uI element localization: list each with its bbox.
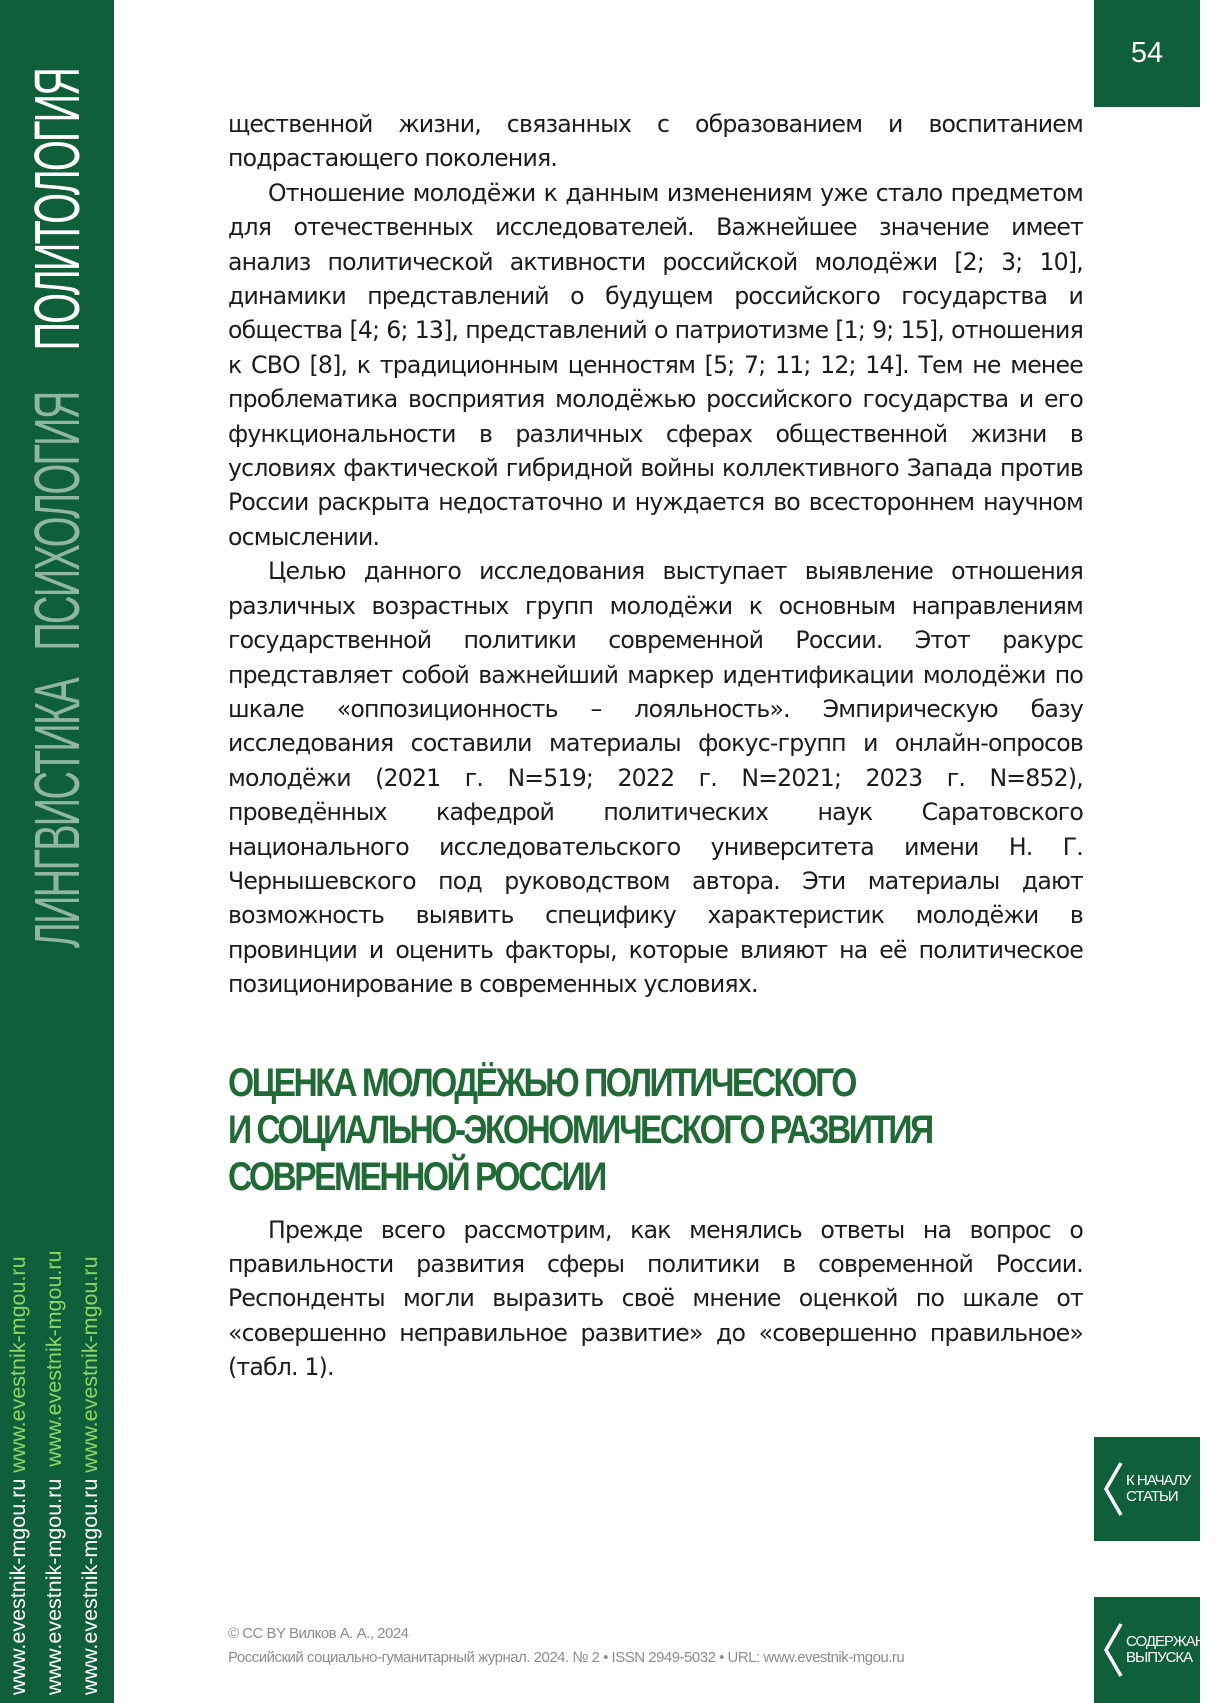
page-number: 54 (1094, 0, 1200, 107)
heading-line: ОЦЕНКА МОЛОДЁЖЬЮ ПОЛИТИЧЕСКОГО (228, 1060, 855, 1105)
article-body (228, 107, 1083, 1385)
site-url-link[interactable]: www.evestnik-mgou.ru (78, 1256, 102, 1473)
subject-linguistics: ЛИНГВИСТИКА (21, 679, 93, 949)
paragraph: Прежде всего рассмотрим, как менялись ответы на вопрос о правильности развития сферы политики в современной России. Респонденты могли выразить своё мнение оценкой по шкале от «совершенно неправильное развитие» до «совершенно правильное» (табл. 1). (228, 1215, 1083, 1382)
chevron-left-icon (1102, 1621, 1124, 1679)
site-url-link[interactable]: www.evestnik-mgou.ru (78, 1478, 102, 1695)
heading-line: СОВРЕМЕННОЙ РОССИИ (228, 1154, 605, 1199)
paragraph: Отношение молодёжи к данным изменениям уже стало предметом для отечественных исследователей. Важнейшее значение имеет анализ политической активности российской молодёжи [2; 3; 10], динамики представлений о будущем российского государства и общества [4; 6; 13], представлений о патриотизме [1; 9; 15], отношения к СВО [8], к традиционным ценностям [5; 7; 11; 12; 14]. Тем не менее проблематика восприятия молодёжью российского государства и его функциональности в различных сферах общественной жизни в условиях фактической гибридной войны коллективного Запада против России раскрыта недостаточно и нуждается во всестороннем научном осмыслении. (228, 178, 1083, 551)
site-url-link[interactable]: www.evestnik-mgou.ru (42, 1478, 66, 1695)
to-article-start-button[interactable] (1094, 1437, 1200, 1541)
site-url-link[interactable]: www.evestnik-mgou.ru (6, 1256, 30, 1473)
issue-contents-label: СОДЕРЖАНИЕ ВЫПУСКА (1126, 1633, 1223, 1666)
url-row-3 (72, 1103, 108, 1695)
section-heading (228, 1060, 1083, 1201)
copyright: © CC BY Вилков А. А., 2024 (228, 1625, 409, 1642)
site-url-link[interactable]: www.evestnik-mgou.ru (42, 1250, 66, 1467)
issue-contents-button[interactable] (1094, 1597, 1223, 1703)
subject-psychology: ПСИХОЛОГИЯ (21, 393, 93, 652)
heading-line: И СОЦИАЛЬНО-ЭКОНОМИЧЕСКОГО РАЗВИТИЯ (228, 1107, 932, 1152)
journal-citation: Российский социально-гуманитарный журнал. 2024. № 2 • ISSN 2949-5032 • URL: www.evestnik-mgou.ru (228, 1649, 905, 1666)
site-url-repeats (0, 1103, 114, 1703)
footer (228, 1622, 904, 1670)
url-row-1 (0, 1103, 36, 1695)
paragraph-continuation: щественной жизни, связанных с образованием и воспитанием подрастающего поколения. (228, 110, 1083, 173)
to-article-start-label: К НАЧАЛУ СТАТЬИ (1126, 1472, 1191, 1505)
site-url-link[interactable]: www.evestnik-mgou.ru (6, 1478, 30, 1695)
paragraph: Целью данного исследования выступает выявление отношения различных возрастных групп молодёжи к основным направлениям государственной политики современной России. Этот ракурс представляет собой важнейший маркер идентификации молодёжи по шкале «оппозиционность – лояльность». Эмпирическую базу исследования составили материалы фокус-групп и онлайн-опросов молодёжи (2021 г. N=519; 2022 г. N=2021; 2023 г. N=852), проведённых кафедрой политических наук Саратовского национального исследовательского университета имени Н. Г. Чернышевского под руководством автора. Эти материалы дают возможность выявить специфику характеристик молодёжи в провинции и оценить факторы, которые влияют на её политическое позиционирование в современных условиях. (228, 557, 1083, 999)
sidebar (0, 0, 114, 1703)
chevron-left-icon (1102, 1460, 1124, 1518)
subject-list (0, 45, 114, 1075)
url-row-2 (36, 1103, 72, 1695)
subject-politology: ПОЛИТОЛОГИЯ (21, 69, 93, 351)
